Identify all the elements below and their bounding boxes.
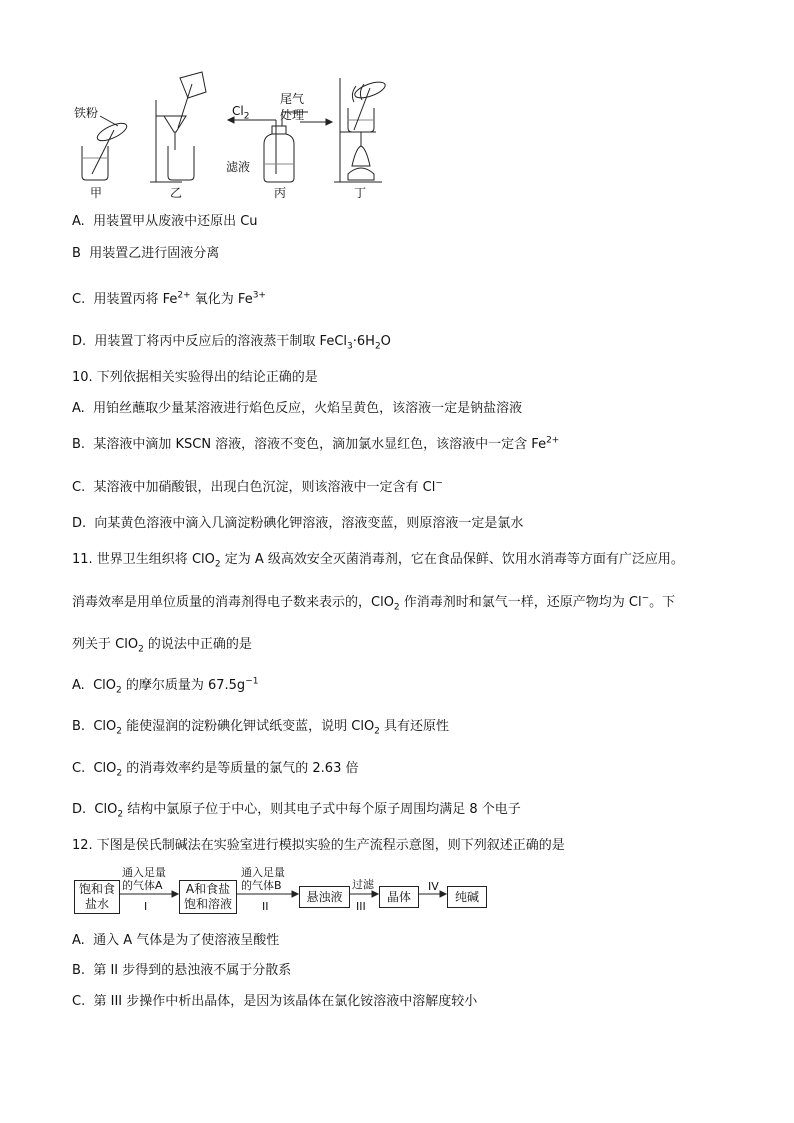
q12-option-a: A. 通入 A 气体是为了使溶液呈酸性 [72, 933, 280, 948]
q10-stem: 10. 下列依据相关实验得出的结论正确的是 [72, 370, 318, 385]
q11-option-b: B. ClO$_2$ 能使湿润的淀粉碘化钾试纸变蓝，说明 ClO$_2$ 具有还原性 [72, 719, 450, 737]
q10-option-a: A. 用铂丝蘸取少量某溶液进行焰色反应，火焰呈黄色，该溶液一定是钠盐溶液 [72, 401, 523, 416]
q11-stem-line2: 消毒效率是用单位质量的消毒剂得电子数来表示的，ClO$_2$ 作消毒剂时和氯气一样，还原产物均为 Cl−。下 [72, 593, 676, 613]
label-apparatus-bing: 丙 [274, 186, 287, 200]
flow-step-1: I [144, 900, 148, 913]
q11-option-a: A. ClO$_2$ 的摩尔质量为 $67.5g^{-1}$ [72, 676, 259, 696]
label-cl2: $Cl_2$ [232, 104, 250, 122]
q10-option-b: B. 某溶液中滴加 KSCN 溶液，溶液不变色，滴加氯水显红色，该溶液中一定含 $Fe^{2+}$ [72, 435, 560, 452]
label-filtrate: 滤液 [226, 160, 251, 174]
q11-stem-line3: 列关于 ClO$_2$ 的说法中正确的是 [72, 637, 252, 655]
q12-option-c: C. 第 III 步操作中析出晶体，是因为该晶体在氯化铵溶液中溶解度较小 [72, 994, 478, 1009]
label-apparatus-yi: 乙 [170, 186, 183, 200]
q9-option-c: C. 用装置丙将 $Fe^{2+}$ 氧化为 $Fe^{3+}$ [72, 290, 266, 307]
label-apparatus-ding: 丁 [354, 186, 367, 200]
flow-arrow2-label-2: 的气体B [241, 879, 282, 892]
flow-box-suspension: 悬浊液 [299, 886, 350, 908]
q10-option-d: D. 向某黄色溶液中滴入几滴淀粉碘化钾溶液，溶液变蓝，则原溶液一定是氯水 [72, 516, 524, 531]
q9-option-a: A. 用装置甲从废液中还原出 Cu [72, 214, 258, 229]
apparatus-drawing [70, 70, 400, 200]
label-apparatus-jia: 甲 [90, 186, 103, 200]
label-tail-gas: 尾气 [280, 92, 305, 106]
q11-option-d: D. ClO$_2$ 结构中氯原子位于中心，则其电子式中每个原子周围均满足 8 个电子 [72, 802, 521, 820]
flow-box-a-brine: A和食盐 饱和溶液 [179, 880, 237, 914]
flow-arrow1-label-1: 通入足量 [122, 866, 166, 879]
flow-box-soda-ash: 纯碱 [447, 886, 487, 908]
label-treatment: 处理 [280, 108, 305, 122]
flow-arrow2-label-1: 通入足量 [241, 866, 285, 879]
q12-stem: 12. 下图是侯氏制碱法在实验室进行模拟实验的生产流程示意图，则下列叙述正确的是 [72, 838, 565, 853]
q9-option-d: D. 用装置丁将丙中反应后的溶液蒸干制取 $FeCl_3\cdot 6H_2O$ [72, 334, 391, 352]
q12-option-b: B. 第 II 步得到的悬浊液不属于分散系 [72, 963, 292, 978]
flow-box-crystal: 晶体 [379, 886, 419, 908]
flow-arrow1-label-2: 的气体A [122, 879, 163, 892]
flow-step-3: III [356, 900, 366, 913]
q11-option-c: C. ClO$_2$ 的消毒效率约是等质量的氯气的 2.63 倍 [72, 761, 359, 779]
q9-option-b: B 用装置乙进行固液分离 [72, 246, 220, 261]
flow-box-saturated-brine: 饱和食 盐水 [74, 880, 120, 914]
q10-option-c: C. 某溶液中加硝酸银，出现白色沉淀，则该溶液中一定含有 Cl− [72, 478, 443, 495]
flow-step-4: IV [428, 880, 439, 893]
label-iron-powder: 铁粉 [74, 106, 99, 120]
flow-arrow3-label: 过滤 [352, 878, 374, 891]
flow-step-2: II [262, 900, 269, 913]
q11-stem-line1: 11. 世界卫生组织将 ClO$_2$ 定为 A 级高效安全灭菌消毒剂，它在食品保鲜、饮用水消毒等方面有广泛应用。 [72, 552, 684, 570]
